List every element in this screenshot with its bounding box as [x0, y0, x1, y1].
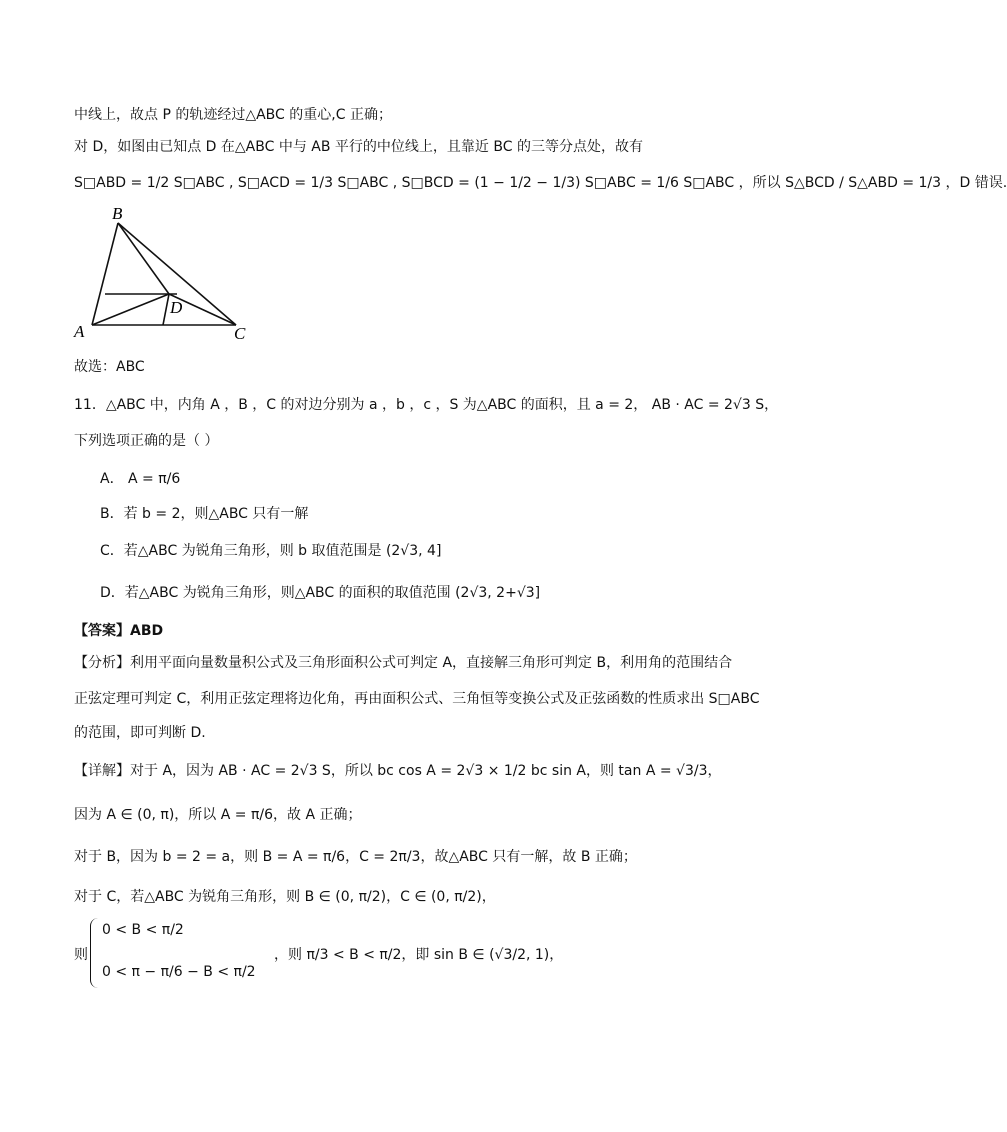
question-11-stem: 11．△ABC 中，内角 A ，B ，C 的对边分别为 a ，b ，c ，S 为△ABC 的面积，且 a = 2， AB · AC = 2√3 S， [74, 397, 779, 413]
analysis-line-3: 的范围，即可判断 D. [74, 725, 206, 741]
choose-line: 故选：ABC [74, 359, 145, 375]
option-a: A． A = π/6 [100, 471, 181, 487]
system-row-1: 0 < B < π/2 [102, 922, 184, 938]
detail-line-3: 对于 B，因为 b = 2 = a，则 B = A = π/6，C = 2π/3，故△ABC 只有一解，故 B 正确； [74, 849, 637, 865]
detail-line-2: 因为 A ∈ (0, π)，所以 A = π/6，故 A 正确； [74, 807, 362, 823]
detail-line-4: 对于 C，若△ABC 为锐角三角形，则 B ∈ (0, π/2)，C ∈ (0, π/2)， [74, 889, 496, 905]
text-line-1: 中线上，故点 P 的轨迹经过△ABC 的重心,C 正确； [74, 107, 392, 123]
footer-mark [160, 1030, 164, 1031]
segment-bd [118, 223, 169, 294]
option-d: D．若△ABC 为锐角三角形，则△ABC 的面积的取值范围 (2√3, 2+√3] [100, 585, 541, 601]
detail-line-1: 【详解】对于 A，因为 AB · AC = 2√3 S，所以 bc cos A = 2√3 × 1/2 bc sin A，则 tan A = √3/3， [74, 763, 722, 779]
analysis-line-2: 正弦定理可判定 C，利用正弦定理将边化角，再由面积公式、三角恒等变换公式及正弦函数的性质求出 S□ABC [74, 691, 760, 707]
analysis-line-1: 【分析】利用平面向量数量积公式及三角形面积公式可判定 A，直接解三角形可判定 B，利用角的范围结合 [74, 655, 733, 671]
answer-line: 【答案】ABD [74, 623, 164, 639]
label-c: C [234, 324, 246, 343]
segment-d-down [163, 294, 169, 325]
option-c: C．若△ABC 为锐角三角形，则 b 取值范围是 (2√3, 4] [100, 543, 442, 559]
triangle-figure [70, 205, 260, 345]
option-b: B．若 b = 2，则△ABC 只有一解 [100, 506, 309, 522]
label-d: D [170, 298, 183, 317]
system-row-2: 0 < π − π/6 − B < π/2 [102, 964, 256, 980]
system-prefix: 则 [74, 947, 88, 963]
system-brace [90, 918, 99, 988]
text-line-2: 对 D，如图由已知点 D 在△ABC 中与 AB 平行的中位线上，且靠近 BC 的三等分点处，故有 [74, 139, 643, 155]
segment-ad [92, 294, 169, 325]
label-b: B [112, 204, 123, 223]
edge-ab [92, 223, 118, 325]
question-11-stem-2: 下列选项正确的是（ ） [74, 433, 219, 449]
label-a: A [74, 322, 85, 341]
formula-line-3: S□ABD = 1/2 S□ABC , S□ACD = 1/3 S□ABC , S□BCD = (1 − 1/2 − 1/3) S□ABC = 1/6 S□ABC ，所以 S△BCD / S△ABD = 1/3 ，D 错误. [74, 175, 1007, 191]
inequality-system [74, 918, 594, 998]
system-tail: ，则 π/3 < B < π/2，即 sin B ∈ (√3/2, 1)， [274, 947, 564, 963]
